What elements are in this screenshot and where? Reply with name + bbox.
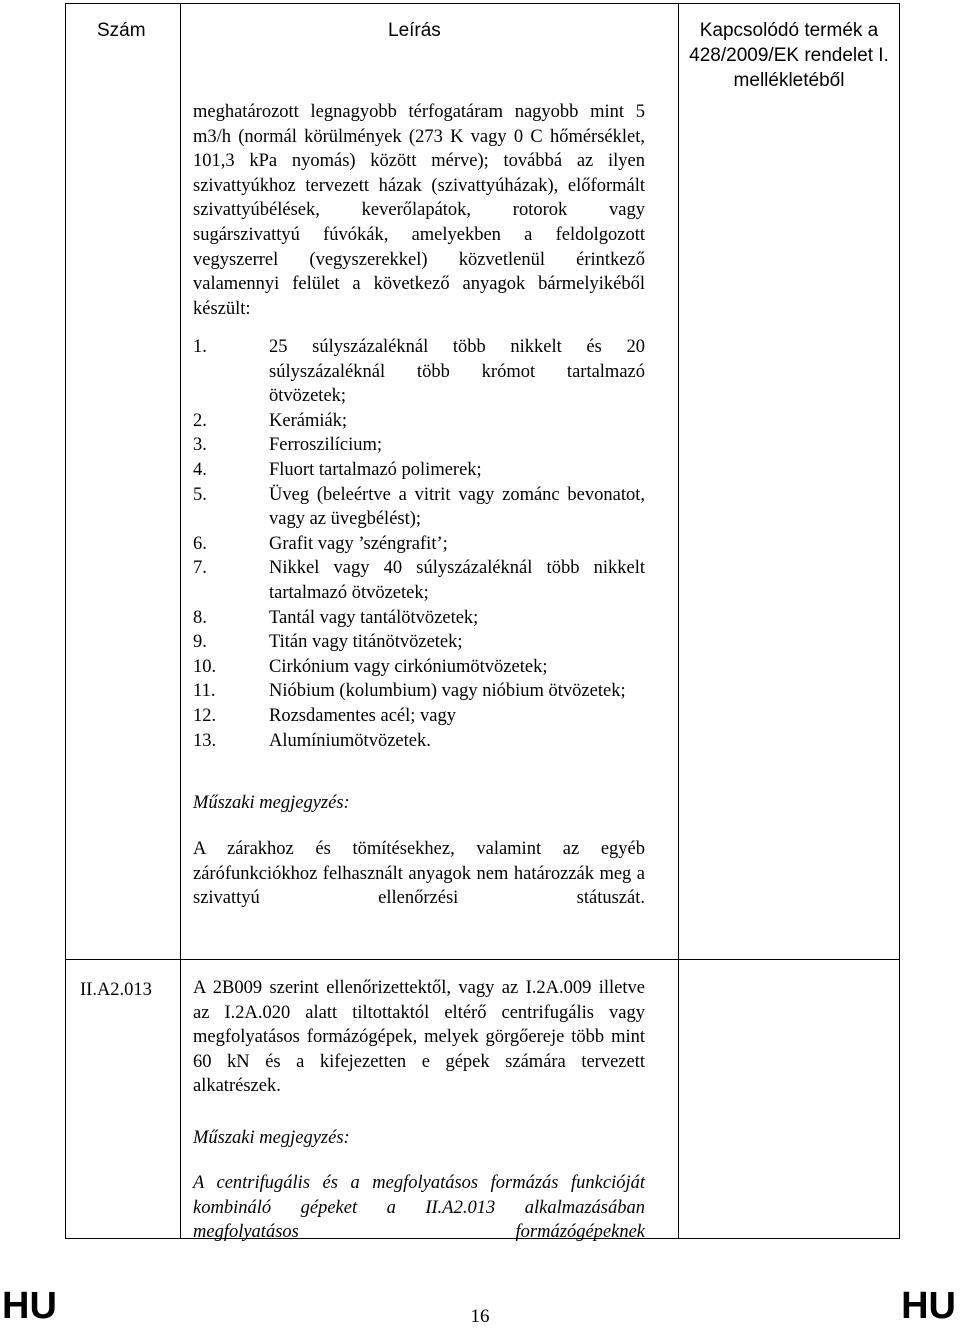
document-table [65,3,900,1243]
language-mark-left: HU [2,1285,57,1327]
row-divider [66,959,899,960]
header-number: Szám [97,20,146,41]
row1-note-text: A zárakhoz és tömítésekhez, valamint az egyéb zárófunkciókhoz felhasznált anyagok nem határozzák meg a szivattyú ellenőrzési státuszát. [193,839,645,909]
list-item: 1. 25 súlyszázaléknál több nikkelt és 20 súlyszázaléknál több krómot tartalmazó ötvözetek; [193,337,645,407]
list-item: 8. Tantál vagy tantálötvözetek; [193,607,479,628]
header-related-product: Kapcsolódó termék a 428/2009/EK rendelet I. mellékletéből [689,20,889,91]
language-mark-right: HU [901,1285,956,1327]
page-number: 16 [470,1306,490,1327]
header-description: Leírás [388,20,441,41]
list-item: 4. Fluort tartalmazó polimerek; [193,459,482,480]
list-item: 6. Grafit vagy ’széngrafit’; [193,533,448,554]
list-item: 5. Üveg (beleértve a vitrit vagy zománc bevonatot, vagy az üvegbélést); [193,484,645,530]
materials-list [193,335,645,753]
list-item: 9. Titán vagy titánötvözetek; [193,632,463,653]
list-item: 11. Nióbium (kolumbium) vagy nióbium ötvözetek; [193,681,626,702]
row1-note-label: Műszaki megjegyzés: [193,793,350,813]
row1-intro-text: meghatározott legnagyobb térfogatáram nagyobb mint 5 m3/h (normál körülmények (273 K vagy 0 C hőmérséklet, 101,3 kPa nyomás) között mérve); továbbá az ilyen szivattyúkhoz tervezett házak (szivattyúházak), előformált szivattyúbélések, keverőlapátok, rotorok vagy sugárszivattyú fúvókák, amelyekben a feldolgozott vegyszerrel (vegyszerekkel) közvetlenül érintkező valamennyi felület a következő anyagok bármelyikéből készült: [193,102,645,319]
list-item: 7. Nikkel vagy 40 súlyszázaléknál több nikkelt tartalmazó ötvözetek; [193,558,645,603]
row2-note-text: A centrifugális és a megfolyatásos formázás funkcióját kombináló gépeket a II.A2.013 alkalmazásában megfolyatásos formázógépeknek [193,1173,645,1243]
list-item: 12. Rozsdamentes acél; vagy [193,705,456,726]
row2-description: A 2B009 szerint ellenőrizettektől, vagy az I.2A.009 illetve az I.2A.020 alatt tiltottaktól eltérő centrifugális vagy megfolyatásos formázógépek, melyek görgőereje több mint 60 kN és a kifejezetten e gépek számára tervezett alkatrészek. [193,978,645,1097]
column-divider-number [180,4,181,1238]
column-divider-related [678,4,679,1238]
list-item: 3. Ferroszilícium; [193,435,383,456]
list-item: 2. Kerámiák; [193,410,348,431]
row2-note-label: Műszaki megjegyzés: [193,1128,350,1148]
row2-number: II.A2.013 [80,980,152,1000]
list-item: 13. Alumíniumötvözetek. [193,730,431,751]
list-item: 10. Cirkónium vagy cirkóniumötvözetek; [193,656,548,677]
